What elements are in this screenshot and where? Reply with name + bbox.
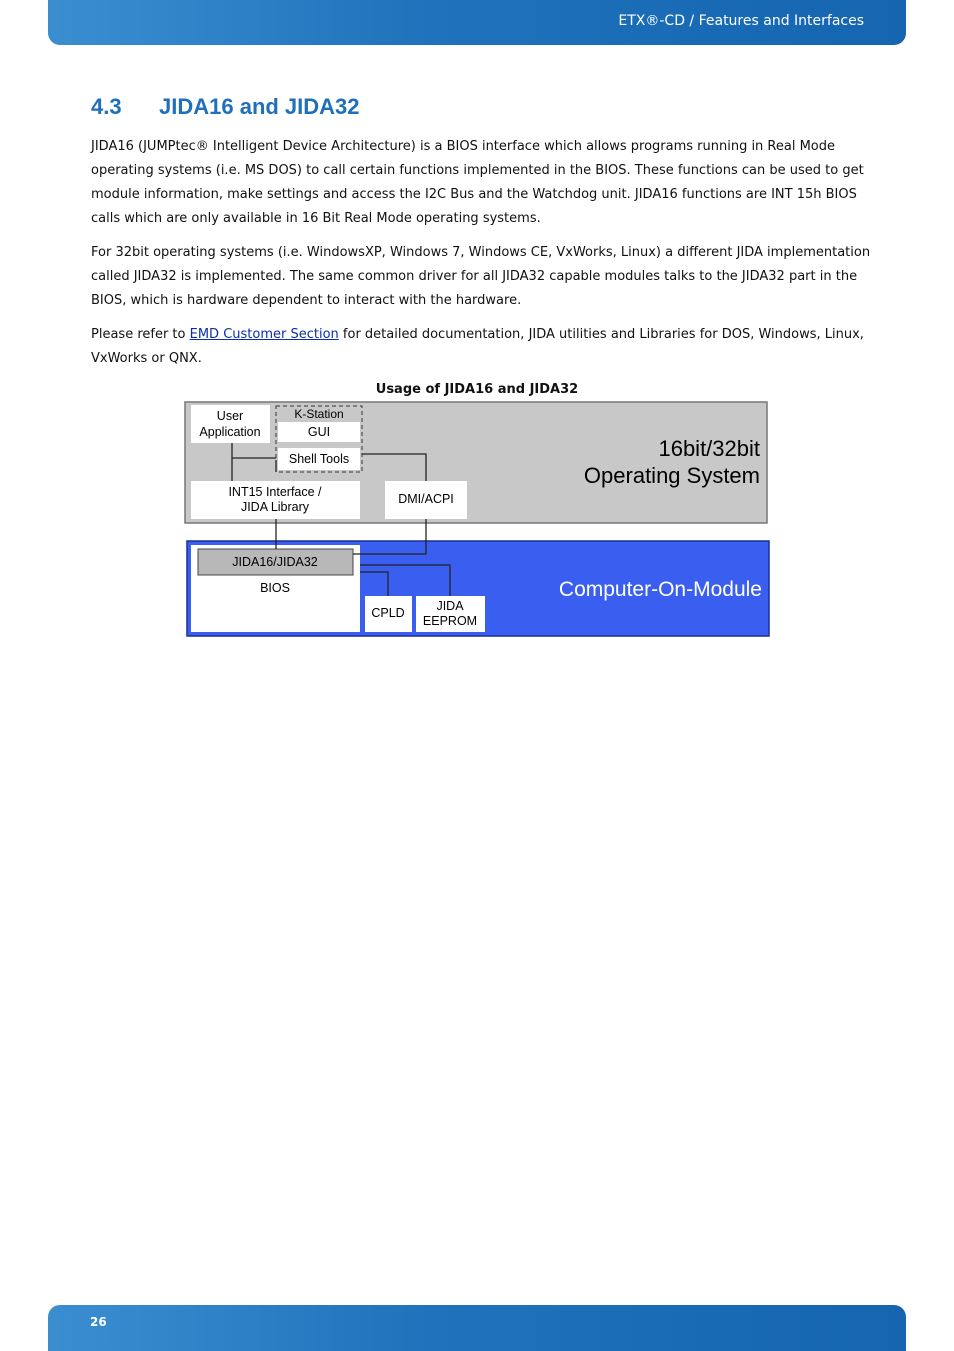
- user-app-line2: Application: [199, 425, 261, 439]
- jida-eeprom-line2: EEPROM: [422, 614, 478, 628]
- dmi-acpi-label: DMI/ACPI: [398, 492, 454, 506]
- gui-label: GUI: [307, 425, 331, 439]
- section-number: 4.3: [91, 94, 122, 119]
- header-title: ETX®-CD / Features and Interfaces: [618, 13, 864, 29]
- jida16-32-label: JIDA16/JIDA32: [232, 555, 318, 569]
- com-label: Computer-On-Module: [558, 578, 762, 601]
- paragraph-jida32: For 32bit operating systems (i.e. WindowsXP, Windows 7, Windows CE, VxWorks, Linux) a different JIDA implementation called JIDA32 is implemented. The same common driver for all JIDA32 capable modules talks to the JIDA32 part in the BIOS, which is hardware dependent to interact with the hardware.: [91, 245, 871, 308]
- jida-diagram: [0, 0, 954, 660]
- paragraph-refer-after: for detailed documentation, JIDA utilities and Libraries for DOS, Windows, Linux, VxWorks or QNX.: [91, 327, 864, 366]
- emd-customer-section-link[interactable]: EMD Customer Section: [189, 327, 339, 342]
- page-number: 26: [90, 1315, 107, 1329]
- paragraph-jida16: JIDA16 (JUMPtec® Intelligent Device Architecture) is a BIOS interface which allows programs running in Real Mode operating systems (i.e. MS DOS) to call certain functions implemented in the BIOS. These functions can be used to get module information, make settings and access the I2C Bus and the Watchdog unit. JIDA16 functions are INT 15h BIOS calls which are only available in 16 Bit Real Mode operating systems.: [91, 139, 864, 226]
- shell-tools-label: Shell Tools: [288, 452, 350, 466]
- section-title: JIDA16 and JIDA32: [159, 94, 360, 119]
- kstation-label: K-Station: [294, 407, 344, 421]
- int15-line1: INT15 Interface /: [228, 485, 322, 499]
- user-app-line1: User: [216, 409, 244, 423]
- footer-bar: [48, 1305, 906, 1351]
- paragraph-refer-before: Please refer to: [91, 327, 190, 342]
- int15-line2: JIDA Library: [240, 500, 310, 514]
- jida-eeprom-line1: JIDA: [436, 599, 464, 613]
- os-label-line1: 16bit/32bit: [658, 436, 760, 461]
- cpld-label: CPLD: [371, 606, 405, 620]
- bios-label: BIOS: [260, 581, 290, 595]
- figure-caption: Usage of JIDA16 and JIDA32: [375, 382, 579, 397]
- os-label-line2: Operating System: [583, 463, 760, 488]
